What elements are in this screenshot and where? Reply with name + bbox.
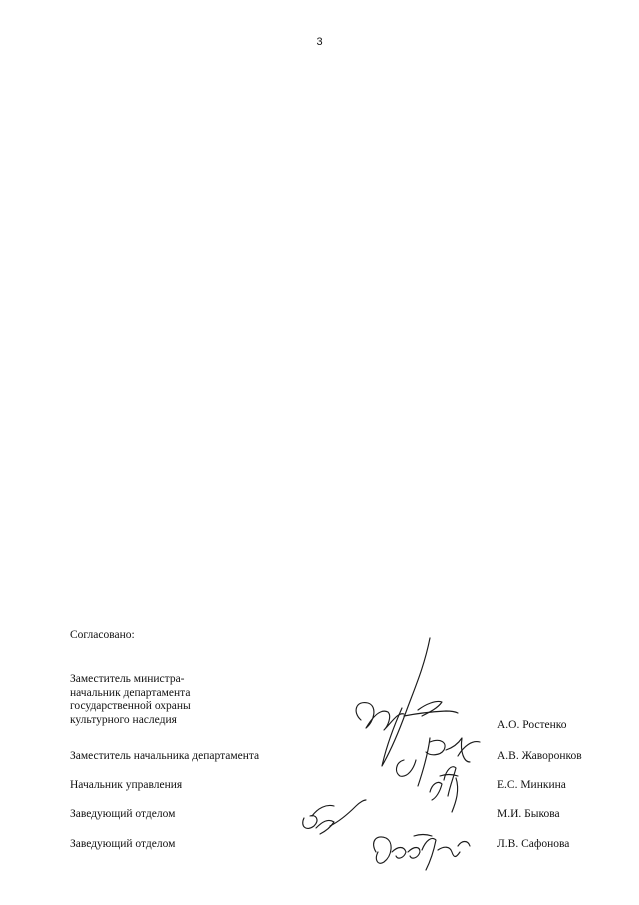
approval-heading: Согласовано: (70, 629, 135, 641)
signature-1 (356, 638, 458, 766)
signatory-5-name: Л.В. Сафонова (497, 838, 570, 850)
position-line: культурного наследия (70, 713, 177, 726)
position-line: Заместитель начальника департамента (70, 750, 260, 762)
signatory-4-name: М.И. Быкова (497, 808, 560, 820)
signature-5 (374, 835, 470, 871)
position-line: Заведующий отделом (70, 838, 176, 850)
signatory-2-name: А.В. Жаворонков (497, 750, 582, 762)
position-line: Заместитель министра- (70, 673, 185, 685)
position-line: Заведующий отделом (70, 808, 176, 820)
position-line: начальник департамента (70, 686, 191, 699)
signatory-4-position (70, 808, 330, 822)
signatory-1-name: А.О. Ростенко (497, 719, 567, 731)
signatory-5-position (70, 838, 330, 852)
signatory-3-position (70, 779, 330, 793)
signatory-3-name: Е.С. Минкина (497, 779, 566, 791)
signatory-2-position (70, 750, 330, 764)
position-line: государственной охраны (70, 700, 191, 712)
signature-3 (430, 767, 458, 812)
signature-2 (397, 738, 480, 786)
page-number: 3 (316, 36, 323, 48)
signatory-1-position (70, 673, 330, 727)
position-line: Начальник управления (70, 779, 183, 791)
